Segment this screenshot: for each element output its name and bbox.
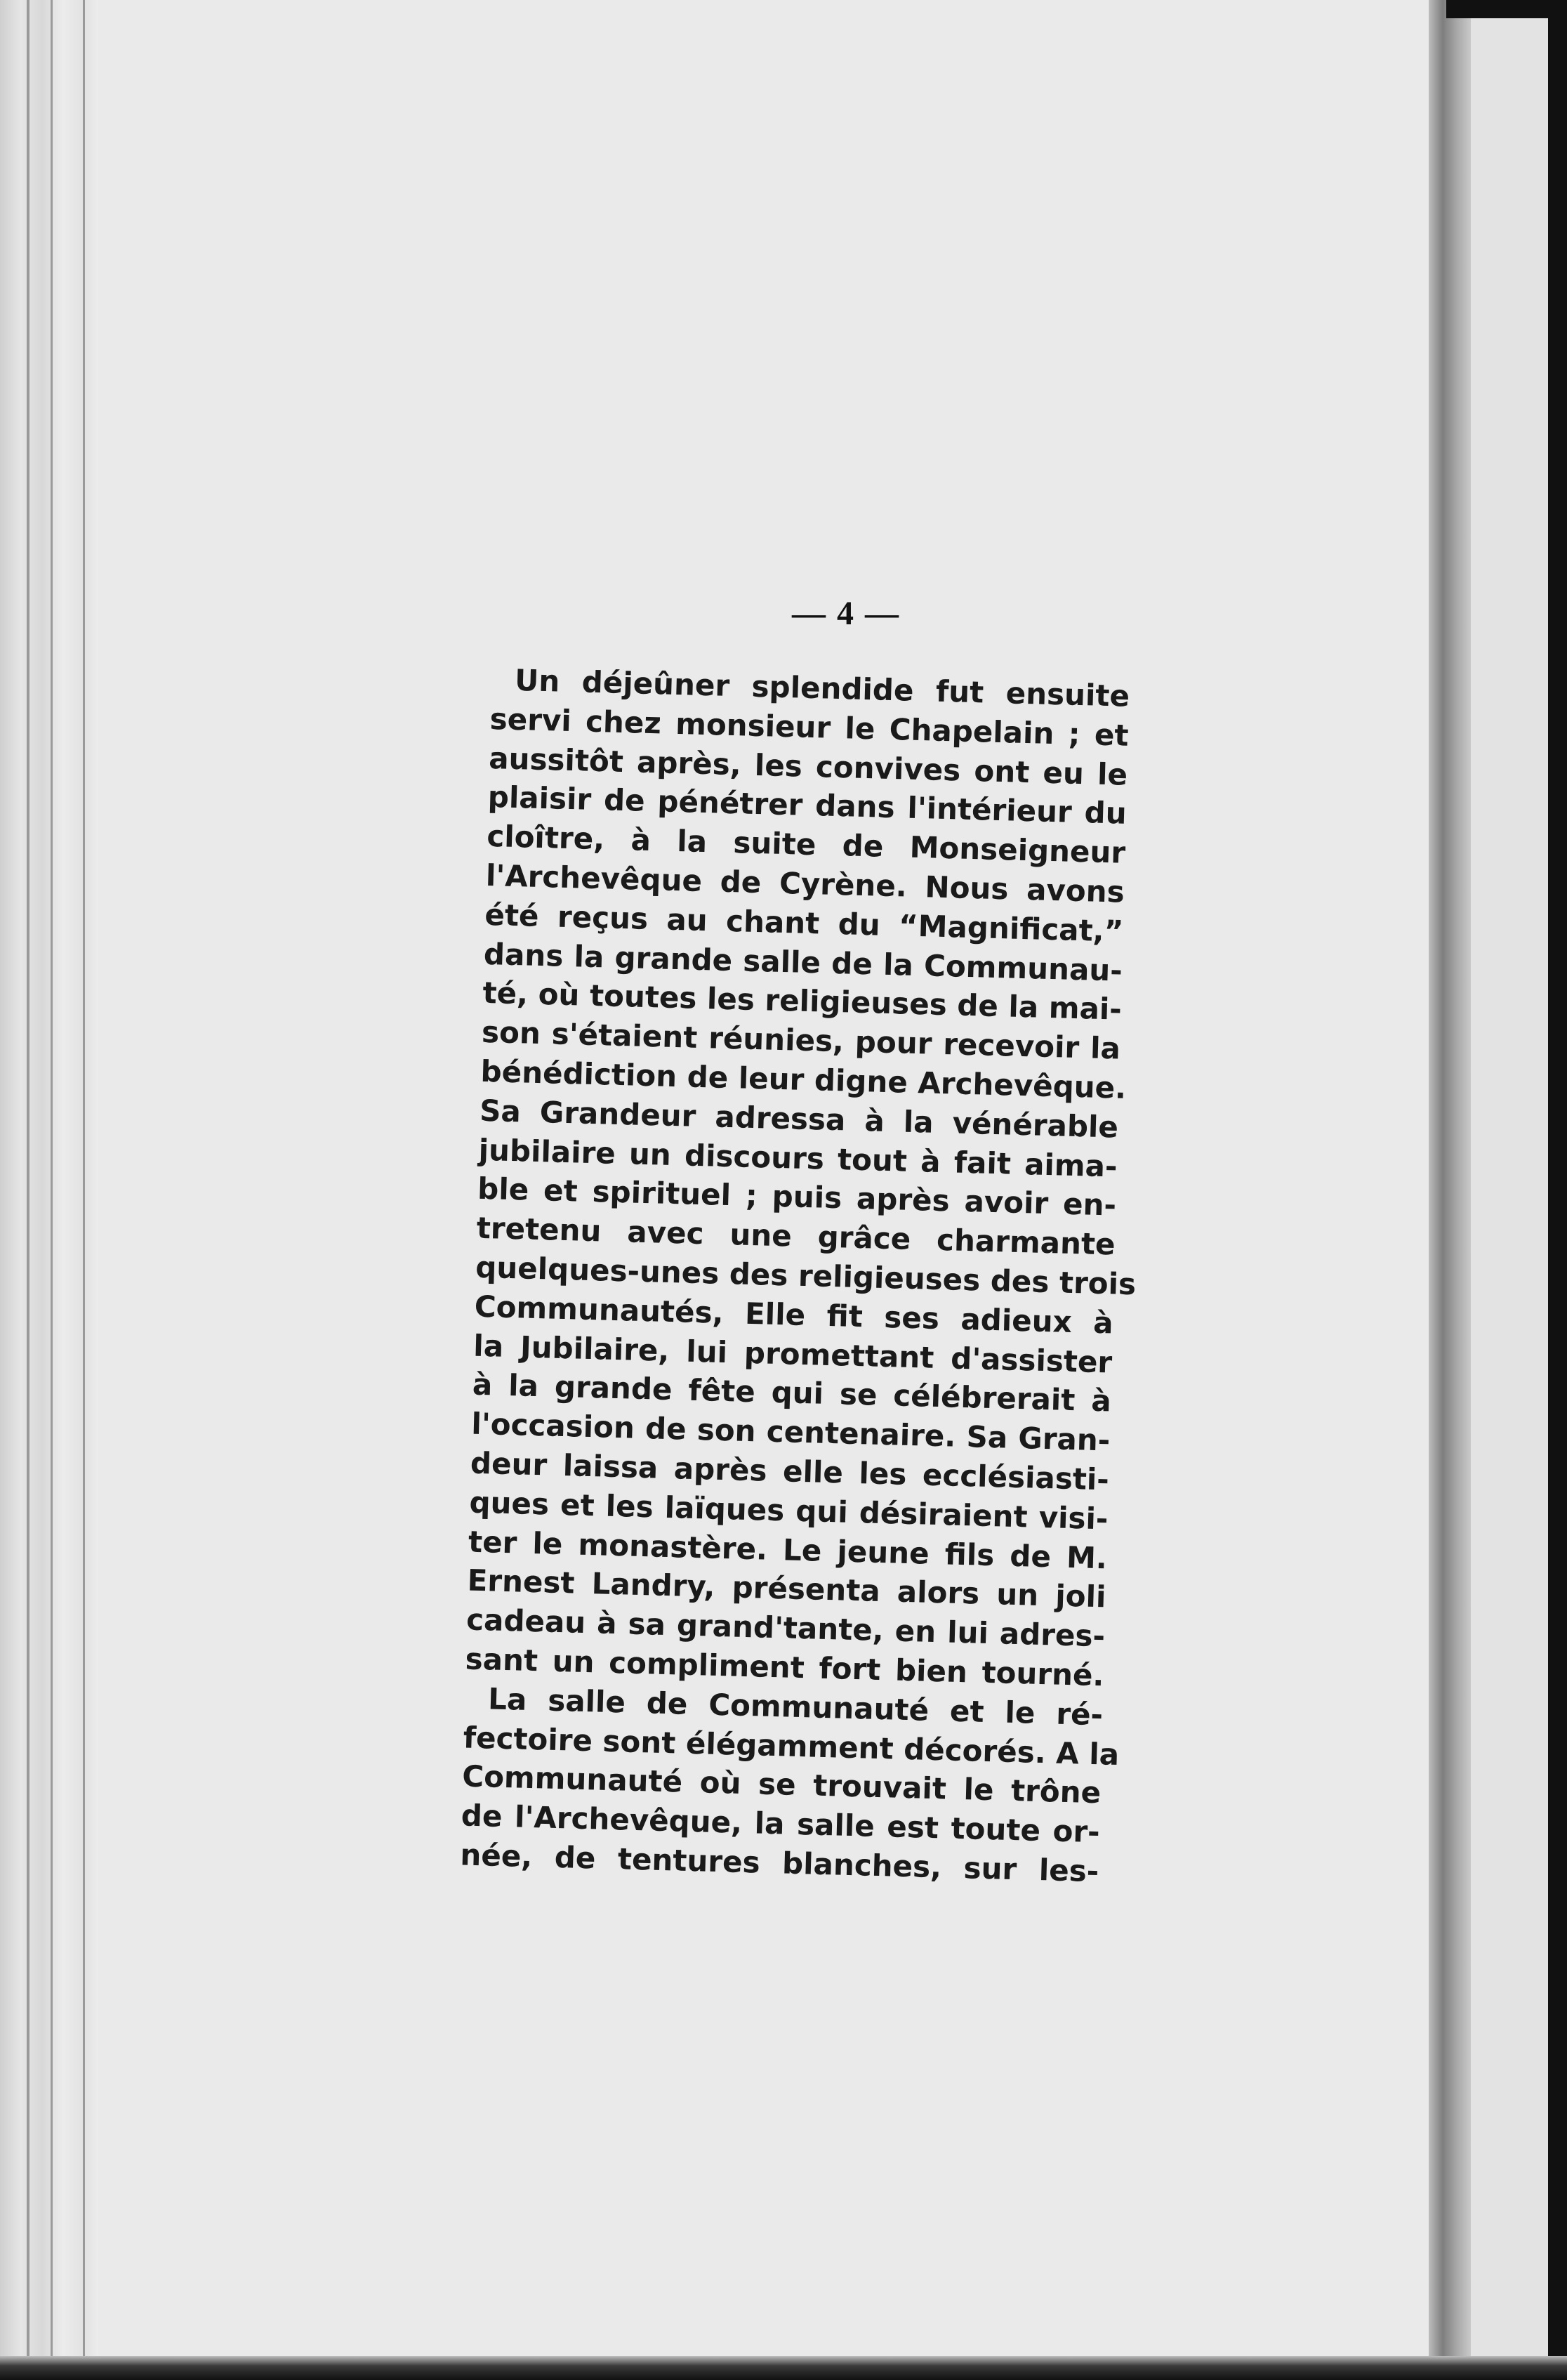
text-line: dans la grande salle de la Communau- <box>483 936 1123 988</box>
page-edge-line <box>51 0 53 2380</box>
text-line: été reçus au chant du “Magnificat,” <box>484 897 1124 949</box>
text-line: tretenu avec une grâce charmante <box>476 1210 1116 1262</box>
left-binding-edge <box>0 0 98 2380</box>
text-line: de l'Archevêque, la salle est toute or- <box>461 1798 1101 1850</box>
text-line: Un déjeûner splendide fut ensuite <box>514 662 1130 714</box>
scan-border-top <box>1446 0 1567 18</box>
right-page-fold <box>1429 0 1471 2380</box>
text-line: La salle de Communauté et le ré- <box>487 1681 1104 1733</box>
text-line: née, de tentures blanches, sur les- <box>459 1837 1099 1889</box>
text-line: son s'étaient réunies, pour recevoir la <box>481 1014 1121 1066</box>
text-line: jubilaire un discours tout à fait aima- <box>478 1132 1118 1184</box>
text-line: Sa Grandeur adressa à la vénérable <box>479 1093 1119 1145</box>
text-line: à la grande fête qui se célébrerait à <box>472 1367 1112 1419</box>
text-line: servi chez monsieur le Chapelain ; et <box>489 701 1130 753</box>
text-line: bénédiction de leur digne Archevêque. <box>480 1053 1127 1105</box>
text-line: té, où toutes les religieuses de la mai- <box>482 975 1123 1027</box>
page-edge-line <box>83 0 85 2380</box>
scan-border-right <box>1548 0 1567 2380</box>
text-line: Communautés, Elle fit ses adieux à <box>474 1289 1114 1341</box>
text-line: deur laissa après elle les ecclésiasti- <box>470 1445 1110 1497</box>
text-line: plaisir de pénétrer dans l'intérieur du <box>487 780 1128 831</box>
text-line: l'occasion de son centenaire. Sa Gran- <box>470 1406 1111 1458</box>
text-line: ter le monastère. Le jeune fils de M. <box>468 1524 1108 1575</box>
text-line: sant un compliment fort bien tourné. <box>465 1641 1105 1693</box>
text-line: Communauté où se trouvait le trône <box>461 1758 1102 1810</box>
scan-border-bottom <box>0 2356 1567 2380</box>
text-line: cloître, à la suite de Monseigneur <box>486 819 1126 870</box>
text-line: la Jubilaire, lui promettant d'assister <box>472 1328 1113 1380</box>
text-line: l'Archevêque de Cyrène. Nous avons <box>485 857 1125 909</box>
text-line: fectoire sont élégamment décorés. A la <box>463 1719 1120 1772</box>
text-line: quelques-unes des religieuses des trois <box>475 1249 1137 1302</box>
text-line: ble et spirituel ; puis après avoir en- <box>477 1171 1117 1223</box>
text-line: ques et les laïques qui désiraient visi- <box>468 1485 1109 1537</box>
page-number: — 4 — <box>792 595 900 632</box>
body-text <box>459 660 1137 1891</box>
text-line: Ernest Landry, présenta alors un joli <box>467 1563 1107 1615</box>
text-line: cadeau à sa grand'tante, en lui adres- <box>465 1602 1106 1654</box>
page-edge-line <box>27 0 29 2380</box>
text-line: aussitôt après, les convives ont eu le <box>488 740 1128 792</box>
